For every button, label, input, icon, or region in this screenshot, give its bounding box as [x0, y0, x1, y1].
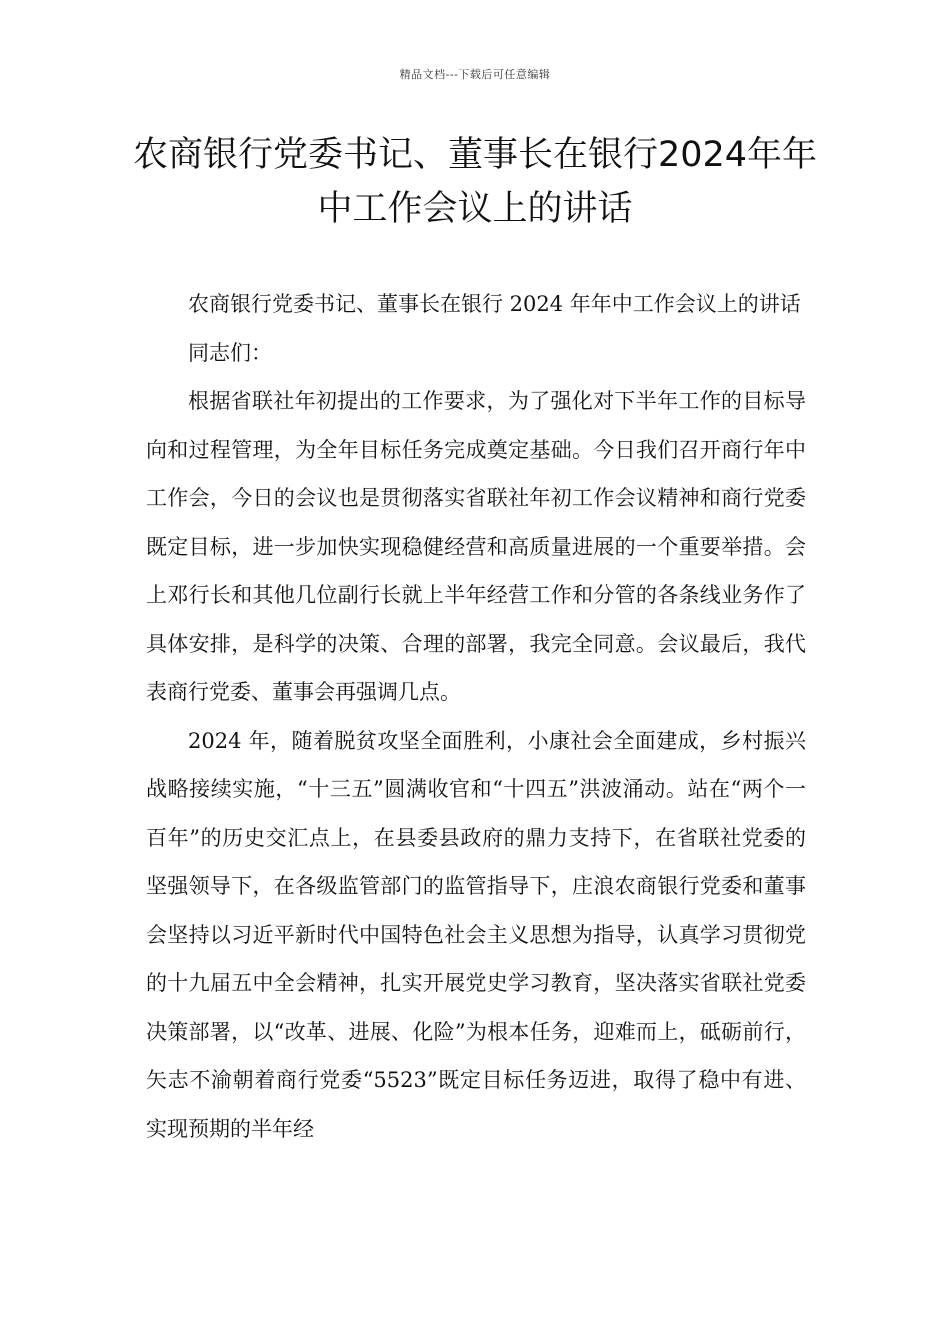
header-note: 精品文档---下载后可任意编辑: [399, 68, 551, 81]
paragraph-review: 2024 年，随着脱贫攻坚全面胜利，小康社会全面建成，乡村振兴战略接续实施，“十三五”圆满收官和“十四五”洪波涌动。站在“两个一百年”的历史交汇点上，在县委县政府的鼎力支持下，在省联社党委的坚强领导下，在各级监管部门的监管指导下，庄浪农商银行党委和董事会坚持以习近平新时代中国特色社会主义思想为指导，认真学习贯彻党的十九届五中全会精神，扎实开展党史学习教育，坚决落实省联社党委决策部署，以“改革、进展、化险”为根本任务，迎难而上，砥砺前行，矢志不渝朝着商行党委“5523”既定目标任务迈进，取得了稳中有进、实现预期的半年经: [146, 728, 806, 1141]
paragraph-subtitle: 农商银行党委书记、董事长在银行 2024 年年中工作会议上的讲话: [188, 292, 801, 316]
document-body: [146, 280, 806, 1153]
paragraph-salutation: 同志们：: [188, 340, 272, 365]
document-title: 农商银行党委书记、董事长在银行2024年年中工作会议上的讲话: [132, 135, 818, 229]
paragraph-intro: 根据省联社年初提出的工作要求，为了强化对下半年工作的目标导向和过程管理，为全年目标任务完成奠定基础。今日我们召开商行年中工作会，今日的会议也是贯彻落实省联社年初工作会议精神和商行党委既定目标，进一步加快实现稳健经营和高质量进展的一个重要举措。会上邓行长和其他几位副行长就上半年经营工作和分管的各条线业务作了具体安排，是科学的决策、合理的部署，我完全同意。会议最后，我代表商行党委、董事会再强调几点。: [146, 389, 806, 704]
